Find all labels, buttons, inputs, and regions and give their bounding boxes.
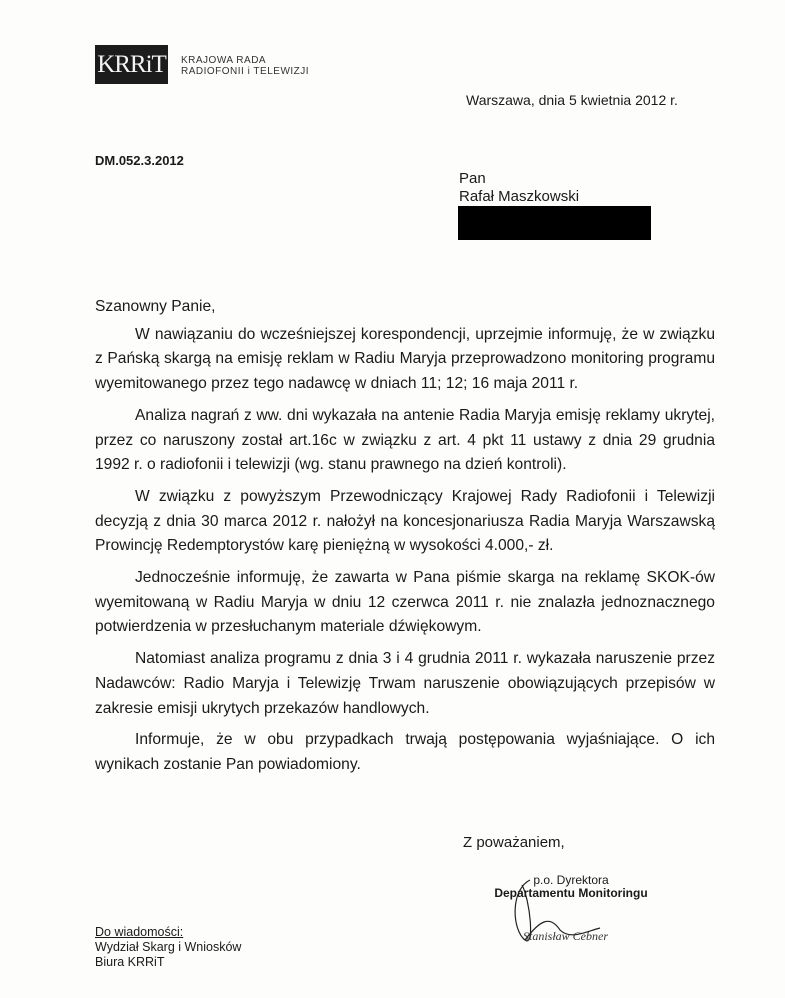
recipient-address: [459, 170, 579, 206]
cc-list: [95, 925, 241, 970]
paragraph: Natomiast analiza programu z dnia 3 i 4 grudnia 2011 r. wykazała naruszenie przez Nadawców: Radio Maryja i Telewizję Trwam naruszenie obowiązujących przepisów w zakresie emisji ukrytych przekazów handlowych.: [95, 650, 715, 717]
cc-item: Biura KRRiT: [95, 955, 165, 969]
reference-number: DM.052.3.2012: [95, 153, 184, 168]
recipient-title: Pan: [459, 170, 486, 187]
signatory-line-1: p.o. Dyrektora: [533, 873, 609, 887]
salutation: Szanowny Panie,: [95, 298, 216, 315]
cc-item: Wydział Skarg i Wniosków: [95, 940, 242, 954]
paragraph: W nawiązaniu do wcześniejszej korespondencji, uprzejmie informuję, że w związku z Pańską skargą na emisję reklam w Radiu Maryja przeprowadzono monitoring programu wyemitowanego przez tego nadawcę w dniach 11; 12; 16 maja 2011 r.: [95, 325, 715, 393]
redacted-address: [458, 206, 651, 240]
signatory-line-2: Departamentu Monitoringu: [494, 886, 648, 900]
paragraph: Analiza nagrań z ww. dni wykazała na antenie Radia Maryja emisję reklamy ukrytej, przez co naruszony został art.16c w związku z art. 4 pkt 11 ustawy z dnia 29 grudnia 1992 r. o radiofonii i telewizji (wg. stanu prawnego na dzień kontroli).: [95, 406, 715, 474]
signatory-name: Stanisław Cebner: [523, 929, 609, 943]
paragraph: Jednocześnie informuję, że zawarta w Pana piśmie skarga na reklamę SKOK-ów wyemitowaną w Radiu Maryja w dniu 12 czerwca 2011 r. nie znalazła jednoznacznego potwierdzenia w przesłuchanym materiale dźwiękowym.: [95, 569, 715, 636]
letter-body: [95, 295, 715, 778]
cc-heading: Do wiadomości:: [95, 925, 184, 939]
institution-name: [181, 55, 309, 77]
recipient-name: Rafał Maszkowski: [459, 188, 580, 205]
krrit-logo: KRRiT: [95, 45, 168, 84]
signatory-title: [486, 874, 656, 900]
paragraph: W związku z powyższym Przewodniczący Krajowej Rady Radiofonii i Telewizji decyzją z dnia 30 marca 2012 r. nałożył na koncesjonariusza Radia Maryja Warszawską Prowincję Redemptorystów karę pieniężną w wysokości 4.000,- zł.: [95, 487, 715, 555]
paragraph: Informuje, że w obu przypadkach trwają postępowania wyjaśniające. O ich wynikach zostanie Pan powiadomiony.: [95, 731, 715, 773]
closing: Z poważaniem,: [463, 834, 565, 851]
institution-line-1: KRAJOWA RADA: [181, 55, 267, 66]
date-line: Warszawa, dnia 5 kwietnia 2012 r.: [466, 92, 678, 108]
institution-line-2: RADIOFONII i TELEWIZJI: [181, 66, 310, 77]
